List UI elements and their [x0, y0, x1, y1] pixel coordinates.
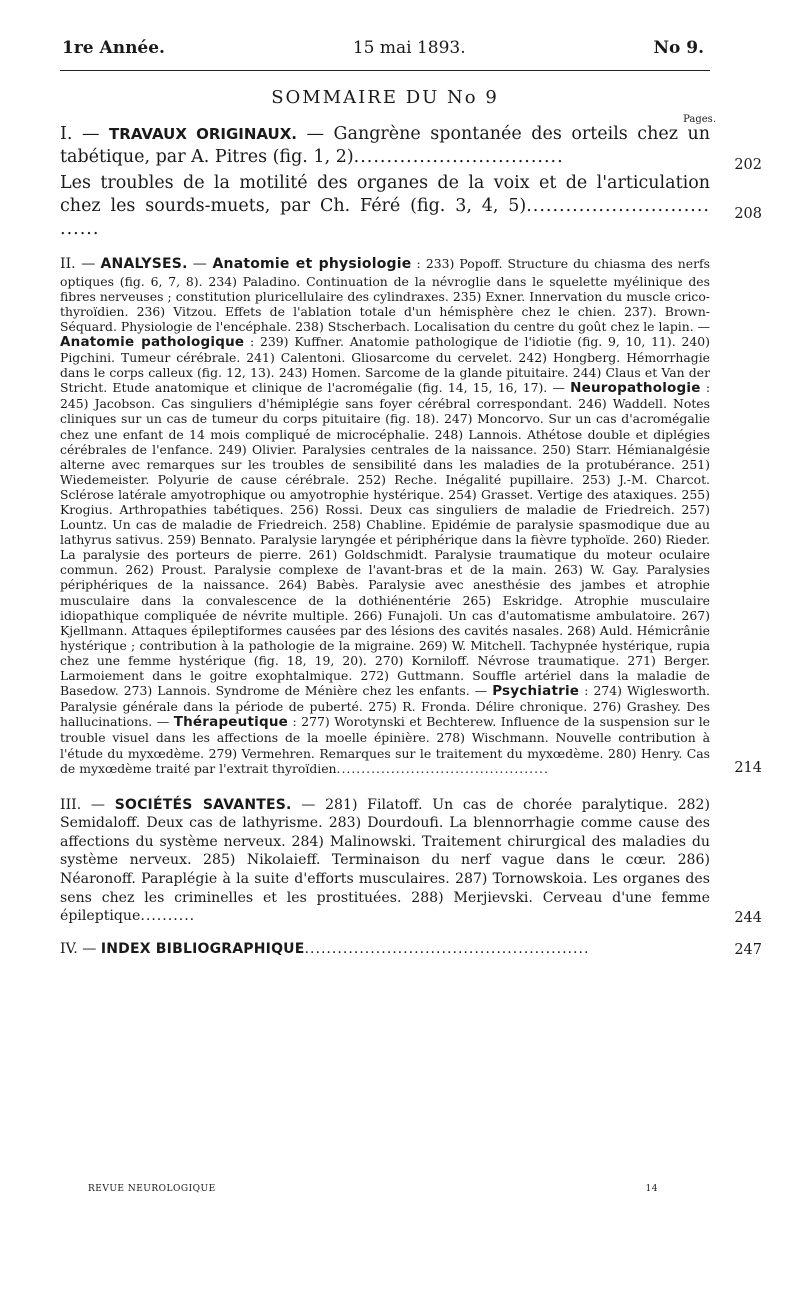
text-anatomie-physiologie: : 233) Popoff. Structure du chiasma des nerfs optiques (fig. 6, 7, 8). 234) Paladino. Continuation de la névroglie dans le squelette myélinique des fibres nerveuses ; constitution pluricellulaire des cylindraxes. 235) Exner. Innervation du muscle crico-thyroïdien. 236) Vitzou. Effets de l'ablation totale d'un hémisphère chez le chien. 237). Brown-Séquard. Physiologie de l'encéphale. 238) Stscherbach. Localisation du centre du goût chez le lapin. — — [60, 256, 710, 334]
leader-dots: .................................................... — [304, 940, 590, 957]
page — [60, 38, 762, 959]
page-number: 247 — [734, 942, 762, 959]
summary-title: SOMMAIRE DU No 9 — [271, 87, 499, 108]
page-footer — [88, 1184, 658, 1194]
index-line — [60, 940, 710, 959]
societes-paragraph — [60, 796, 710, 926]
subheading-anatomie-pathologique: Anatomie pathologique — [60, 333, 245, 350]
page-number: 208 — [734, 206, 762, 222]
leader-dots: .......... — [140, 908, 196, 925]
section-societes-savantes — [60, 796, 762, 926]
pages-column-label: Pages. — [683, 114, 716, 125]
text-psychiatrie: : 274) Wiglesworth. Paralysie générale dans la période de puberté. 275) R. Fronda. Délire chronique. 276) Grashey. Des hallucinations. — — [60, 683, 710, 730]
subheading-therapeutique: Thérapeutique — [173, 714, 288, 731]
page-number: 202 — [734, 157, 762, 173]
text-therapeutique: : 277) Worotynski et Bechterew. Influence de la suspension sur le trouble visuel dans les affections de la moelle épinière. 278) Wischmann. Nouvelle contribution à l'étude du myxœdème. 279) Vermehren. Remarques sur le traitement du myxœdème. 280) Henry. Cas de myxœdème traité par l'extrait thyroïdien — [60, 714, 710, 776]
issue-number: No 9. — [653, 38, 704, 58]
entry-text: — Gangrène spontanée des orteils chez un tabétique, par A. Pitres (fig. 1, 2) — [60, 124, 711, 167]
text-anatomie-pathologique: : 239) Kuffner. Anatomie pathologique de l'idiotie (fig. 9, 10, 11). 240) Pigchini. Tumeur cérébrale. 241) Calentoni. Gliosarcome du cervelet. 242) Hongberg. Hémorrhagie dans le corps calleux (fig. 12, 13). 243) Homen. Sarcome de la glande pituitaire. 244) Claus et Van der Stricht. Etude anatomique et clinique de l'acromégalie (fig. 14, 15, 16, 17). — — [60, 333, 710, 396]
leader-dots: ........................................... — [336, 760, 549, 776]
subheading-anatomie-physiologie: Anatomie et physiologie — [212, 256, 412, 272]
entry-text: Les troubles de la motilité des organes de la voix et de l'articulation chez les sourds-muets, par Ch. Féré (fig. 3, 4, 5) — [60, 173, 710, 216]
page-number: 244 — [734, 909, 762, 926]
section-numeral: III. — — [60, 796, 105, 813]
issue-date: 15 mai 1893. — [352, 38, 466, 58]
societes-text: — 281) Filatoff. Un cas de chorée paralytique. 282) Semidaloff. Deux cas de lathyrisme. 283) Dourdoufi. La blennorrhagie comme cause des affections du système nerveux. 284) Malinowski. Traitement chirurgical des maladies du système nerveux. 285) Nikolaieff. Terminaison du nerf vague dans le cœur. 286) Néaronoff. Paraplégie à la suite d'efforts musculaires. 287) Tornowskoia. Les organes des sens chez les criminelles et les prostituées. 288) Merjievski. Cerveau d'une femme épileptique — [60, 796, 710, 925]
section-analyses — [60, 255, 762, 776]
section-heading: ANALYSES. — [100, 256, 188, 272]
journal-name: REVUE NEUROLOGIQUE — [88, 1184, 216, 1194]
section-heading: SOCIÉTÉS SAVANTES. — [114, 796, 292, 813]
text-neuropathologie: : 245) Jacobson. Cas singuliers d'hémiplégie sans foyer cérébral correspondant. 246) Waddell. Notes cliniques sur un cas de tumeur du corps pituitaire (fig. 18). 247) Moncorvo. Sur un cas d'acromégalie chez une enfant de 14 mois compliqué de microcéphalie. 248) Lannois. Athétose double et diplégies cérébrales de l'enfance. 249) Olivier. Paralysies centrales de la naissance. 250) Starr. Hémianalgésie alterne avec remarques sur les troubles de sensibilité dans les maladies de la protubérance. 251) Wiedemeister. Polyurie de cause cérébrale. 252) Reche. Inégalité pupillaire. 253) J.-M. Charcot. Sclérose latérale amyotrophique ou amyotrophie hystérique. 254) Grasset. Vertige des ataxiques. 255) Krogius. Arthropathies tabétiques. 256) Rossi. Deux cas singuliers de maladie de Friedreich. 257) Lountz. Un cas de maladie de Friedreich. 258) Chabline. Epidémie de paralysie spasmodique due au lathyrus sativus. 259) Bennato. Paralysie laryngée et périphérique dans la fièvre typhoïde. 260) Rieder. La paralysie des porteurs de pierre. 261) Goldschmidt. Paralysie traumatique du moteur oculaire commun. 262) Proust. Paralysie complexe de l'avant-bras et de la main. 263) W. Gay. Paralysies périphériques de la naissance. 264) Babès. Paralysie avec anesthésie des jambes et atrophie musculaire dans la convalescence de la dothiénentérie 265) Eskridge. Atrophie musculaire idiopathique compliquée de névrite multiple. 266) Funajoli. Un cas d'automatisme ambulatoire. 267) Kjellmann. Attaques épileptiformes causées par des lésions des cavités nasales. 268) Auld. Hémicrânie hystérique ; contribution à la pathologie de la migraine. 269) W. Mitchell. Tachypnée hystérique, rupia chez une femme hystérique (fig. 18, 19, 20). 270) Korniloff. Névrose traumatique. 271) Berger. Larmoiement dans le goitre exophtalmique. 272) Guttmann. Souffle artériel dans la maladie de Basedow. 273) Lannois. Syndrome de Ménière chez les enfants. — — [60, 380, 710, 699]
leader-dots: ................................ — [353, 147, 564, 167]
subheading-neuropathologie: Neuropathologie — [570, 380, 701, 397]
section-numeral: I. — — [60, 124, 100, 144]
page-number: 214 — [734, 759, 762, 776]
section-heading: INDEX BIBLIOGRAPHIQUE — [100, 940, 305, 957]
analyses-paragraph: II. — ANALYSES. — Anatomie et physiologie : 233) Popoff. Structure du chiasma des nerfs optiques (fig. 6, 7, 8). 234) Paladino. Continuation de la névroglie dans le squelette myélinique des fibres nerveuses ; constitution pluricellulaire des cylindraxes. 235) Exner. Innervation du muscle crico-thyroïdien. 236) Vitzou. Effets de l'ablation totale d'un hémisphère chez le chien. 237). Brown-Séquard. Physiologie de l'encéphale. 238) Stscherbach. Localisation du centre du goût chez le lapin. — Anatomie pathologique : 239) Kuffner. Anatomie pathologique de l'idiotie (fig. 9, 10, 11). 240) Pigchini. Tumeur cérébrale. 241) Calentoni. Gliosarcome du cervelet. 242) Hongberg. Hémorrhagie dans le corps calleux (fig. 12, 13). 243) Homen. Sarcome de la glande pituitaire. 244) Claus et Van der Stricht. Etude anatomique et clinique de l'acromégalie (fig. 14, 15, 16, 17). — Neuropathologie : 245) Jacobson. Cas singuliers d'hémiplégie sans foyer cérébral correspondant. 246) Waddell. Notes cliniques sur un cas de tumeur du corps pituitaire (fig. 18). 247) Moncorvo. Sur un cas d'acromégalie chez une enfant de 14 mois compliqué de microcéphalie. 248) Lannois. Athétose double et diplégies cérébrales de l'enfance. 249) Olivier. Paralysies centrales de la naissance. 250) Starr. Hémianalgésie alterne avec remarques sur les troubles de sensibilité dans les maladies de la protubérance. 251) Wiedemeister. Polyurie de cause cérébrale. 252) Reche. Inégalité pupillaire. 253) J.-M. Charcot. Sclérose latérale amyotrophique ou amyotrophie hystérique. 254) Grasset. Vertige des ataxiques. 255) Krogius. Arthropathies tabétiques. 256) Rossi. Deux cas singuliers de maladie de Friedreich. 257) Lountz. Un cas de maladie de Friedreich. 258) Chabline. Epidémie de paralysie spasmodique due au lathyrus sativus. 259) Bennato. Paralysie laryngée et périphérique dans la fièvre typhoïde. 260) Rieder. La paralysie des porteurs de pierre. 261) Goldschmidt. Paralysie traumatique du moteur oculaire commun. 262) Proust. Paralysie complexe de l'avant-bras et de la main. 263) W. Gay. Paralysies périphériques de la naissance. 264) Babès. Paralysie avec anesthésie des jambes et atrophie musculaire dans la convalescence de la dothiénentérie 265) Eskridge. Atrophie musculaire idiopathique compliquée de névrite multiple. 266) Funajoli. Un cas d'automatisme ambulatoire. 267) Kjellmann. Attaques épileptiformes causées par des lésions des cavités nasales. 268) Auld. Hémicrânie hystérique ; contribution à la pathologie de la migraine. 269) W. Mitchell. Tachypnée hystérique, rupia chez une femme hystérique (fig. 18, 19, 20). 270) Korniloff. Névrose traumatique. 271) Berger. Larmoiement dans le goitre exophtalmique. 272) Guttmann. Souffle artériel dans la maladie de Basedow. 273) Lannois. Syndrome de Ménière chez les enfants. — Psychiatrie : 274) Wiglesworth. Paralysie générale dans la période de puberté. 275) R. Fronda. Délire chronique. 276) Grashey. Des hallucinations. — Thérapeutique : 277) Worotynski et Bechterew. Influence de la suspension sur le trouble visuel dans les affections de la moelle épinière. 278) Wischmann. Nouvelle contribution à l'étude du myxœdème. 279) Vermehren. Remarques sur le traitement du myxœdème. 280) Henry. Cas de myxœdème traité par l'extrait thyroïdien........................................... — [60, 256, 710, 776]
section-numeral: II. — — [60, 256, 96, 272]
page-header — [60, 38, 710, 58]
leader-dots: ............................ ...... — [60, 196, 710, 239]
section-heading: TRAVAUX ORIGINAUX. — [109, 125, 297, 143]
section-index-bibliographique — [60, 940, 762, 959]
entry-pitres — [60, 123, 710, 169]
section-numeral: IV. — — [60, 940, 97, 957]
sheet-number: 14 — [645, 1184, 658, 1194]
header-rule — [60, 70, 710, 71]
year-label: 1re Année. — [62, 38, 165, 58]
section-travaux-originaux — [60, 123, 762, 241]
subheading-psychiatrie: Psychiatrie — [492, 683, 580, 700]
entry-fere — [60, 172, 710, 241]
